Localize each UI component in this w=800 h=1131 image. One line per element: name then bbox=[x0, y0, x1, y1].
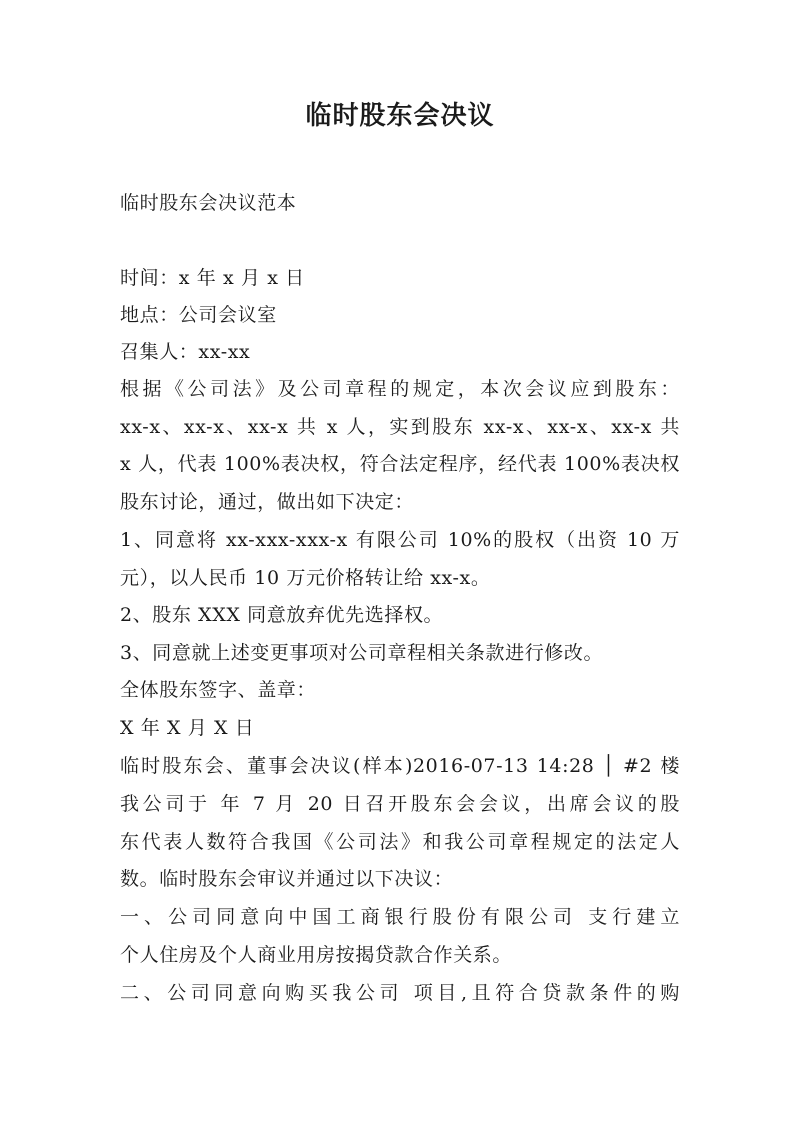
paragraph-subtitle: 临时股东会决议范本 bbox=[120, 192, 297, 214]
paragraph-line: 1、同意将 xx-xxx-xxx-x 有限公司 10%的股权（出资 10 万 bbox=[120, 529, 680, 551]
paragraph-line: xx-x、xx-x、xx-x 共 x 人，实到股东 xx-x、xx-x、xx-x 共 bbox=[120, 416, 680, 438]
paragraph-line: 个人住房及个人商业用房按揭贷款合作关系。 bbox=[120, 944, 513, 966]
paragraph-location: 地点：公司会议室 bbox=[120, 304, 277, 326]
paragraph-line: X 年 X 月 X 日 bbox=[120, 717, 255, 739]
paragraph-line: 3、同意就上述变更事项对公司章程相关条款进行修改。 bbox=[120, 642, 604, 664]
document-title: 临时股东会决议 bbox=[305, 101, 495, 131]
paragraph-time: 时间：x 年 x 月 x 日 bbox=[120, 267, 305, 289]
paragraph-line: 数。临时股东会审议并通过以下决议： bbox=[120, 868, 454, 890]
paragraph-line: 元），以人民币 10 万元价格转让给 xx-x。 bbox=[120, 567, 491, 589]
paragraph-line: 我公司于 年 7 月 20 日召开股东会会议，出席会议的股 bbox=[120, 793, 680, 815]
paragraph-line: 2、股东 XXX 同意放弃优先选择权。 bbox=[120, 604, 444, 626]
paragraph-line: 股东讨论，通过，做出如下决定： bbox=[120, 491, 415, 513]
paragraph-line: 东代表人数符合我国《公司法》和我公司章程规定的法定人 bbox=[120, 831, 680, 853]
paragraph-line: 全体股东签字、盖章： bbox=[120, 679, 317, 701]
paragraph-line: 根据《公司法》及公司章程的规定，本次会议应到股东： bbox=[120, 378, 680, 400]
paragraph-line: 一、公司同意向中国工商银行股份有限公司 支行建立 bbox=[120, 906, 680, 928]
paragraph-line: 二、公司同意向购买我公司 项目,且符合贷款条件的购 bbox=[120, 982, 680, 1004]
paragraph-convener: 召集人：xx-xx bbox=[120, 341, 251, 363]
paragraph-line: 临时股东会、董事会决议(样本)2016-07-13 14:28 │ #2 楼 bbox=[120, 755, 680, 777]
paragraph-line: x 人，代表 100%表决权，符合法定程序，经代表 100%表决权 bbox=[120, 453, 680, 475]
